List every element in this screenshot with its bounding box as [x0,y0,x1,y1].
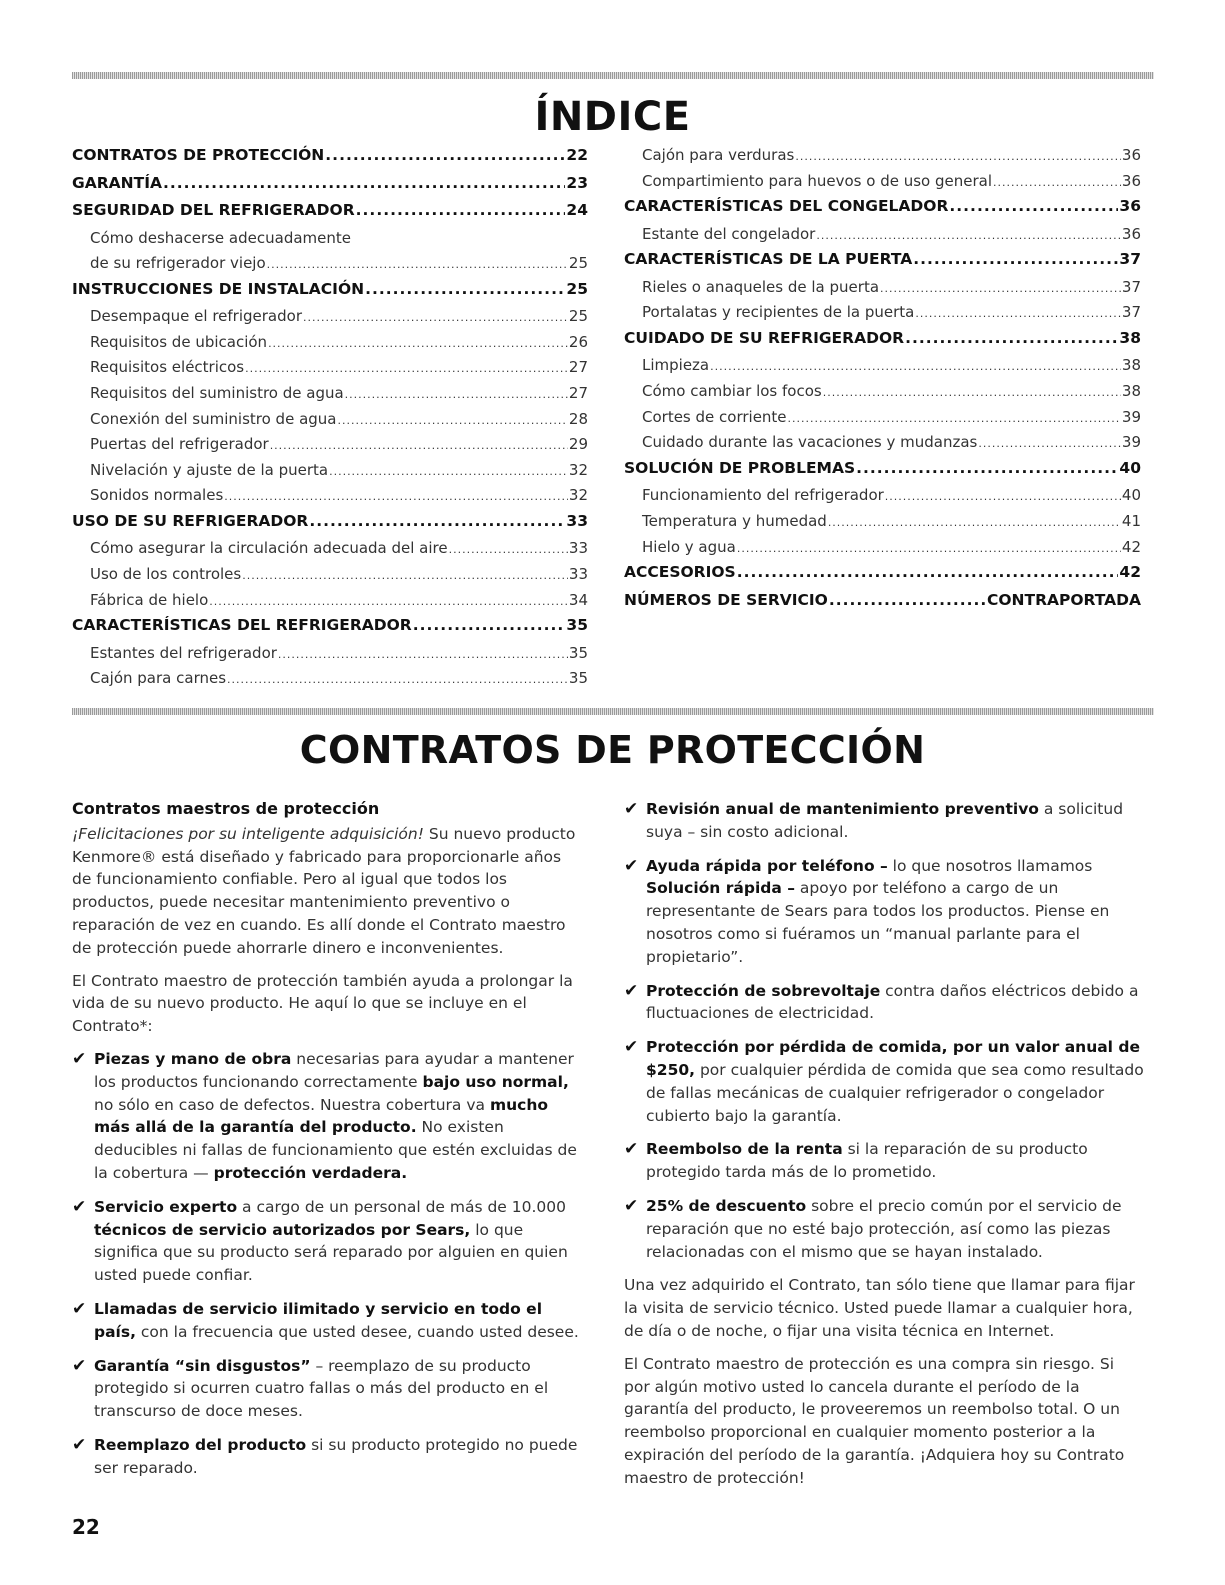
toc-entry-label: CARACTERÍSTICAS DE LA PUERTA [624,250,913,269]
contracts-subheading: Contratos maestros de protección [72,799,380,818]
toc-entry-label: CARACTERÍSTICAS DEL REFRIGERADOR [72,616,412,635]
toc-entry-label: Requisitos eléctricos [90,358,245,377]
toc-subsection-entry [72,644,588,670]
toc-subsection-entry [72,384,588,410]
contracts-right-column [624,798,1144,1500]
toc-section-entry [72,146,588,174]
toc-section-entry [624,197,1141,225]
benefit-plain-text: si la reparación de su producto protegido tarda más de lo prometido. [646,1140,1088,1182]
benefit-bold-text: Protección por pérdida de comida, por un valor anual de $250, [646,1038,1141,1079]
toc-entry-page: 24 [566,201,588,219]
benefit-plain-text: contra daños eléctricos debido a fluctuaciones de electricidad. [646,981,1139,1023]
benefit-item [72,1196,584,1287]
benefit-plain-text: si su producto protegido no puede ser reparado. [94,1435,578,1477]
toc-entry-label: Uso de los controles [90,565,242,584]
toc-section-entry [624,591,1141,619]
toc-entry-label: ACCESORIOS [624,563,736,582]
toc-section-entry [72,201,588,229]
toc-leader-dots [856,459,1118,477]
toc-entry-label: Cuidado durante las vacaciones y mudanzas [642,433,978,452]
toc-entry-label: Cajón para carnes [90,669,227,688]
toc-leader-dots [270,439,568,452]
toc-entry-label: INSTRUCCIONES DE INSTALACIÓN [72,279,365,298]
toc-entry-page: 25 [568,254,588,273]
benefit-plain-text: sobre el precio común por el servicio de reparación que no esté bajo protección, así como las piezas relacionadas con el mismo que se hayan instalado. [646,1196,1122,1261]
toc-section-entry [72,616,588,644]
toc-section-entry [72,174,588,202]
toc-entry-label: Nivelación y ajuste de la puerta [90,460,329,479]
toc-entry-page: 34 [568,590,588,609]
toc-entry-label: Estante del congelador [642,224,816,243]
toc-leader-dots [823,386,1121,399]
toc-entry-label: SOLUCIÓN DE PROBLEMAS [624,458,856,477]
toc-entry-page: 22 [566,146,588,164]
toc-subsection-entry [624,356,1141,382]
toc-leader-dots [788,412,1121,425]
toc-leader-dots [242,569,568,582]
toc-subsection-entry [72,461,588,487]
toc-leader-dots [227,673,568,686]
toc-entry-label: Hielo y agua [642,537,736,556]
toc-entry-page: 32 [568,460,588,479]
toc-leader-dots [828,516,1121,529]
toc-entry-page: 36 [1119,197,1141,216]
toc-section-entry [624,459,1141,487]
index-title: ÍNDICE [534,94,691,140]
toc-subsection-entry [72,669,588,695]
toc-subsection-entry [624,408,1141,434]
checkmark-icon: ✔ [72,1355,87,1376]
benefit-bold-text: Piezas y mano de obra [94,1049,292,1068]
toc-subsection-entry [624,225,1141,251]
benefit-bold-text: Revisión anual de mantenimiento preventivo [646,800,1039,818]
toc-leader-dots [885,490,1121,503]
toc-leader-dots [268,337,568,350]
benefit-text [94,1196,584,1287]
toc-subsection-entry [624,512,1141,538]
toc-leader-dots [737,542,1121,555]
toc-leader-dots [163,174,565,192]
toc-leader-dots [338,414,568,427]
toc-section-entry [72,280,588,308]
toc-entry-page: 23 [566,173,588,192]
toc-leader-dots [303,311,568,324]
toc-entry-label: CUIDADO DE SU REFRIGERADOR [624,328,905,347]
toc-entry-label: SEGURIDAD DEL REFRIGERADOR [72,201,355,219]
toc-entry-label: NÚMEROS DE SERVICIO [624,590,828,609]
toc-entry-label: CARACTERÍSTICAS DEL CONGELADOR [624,197,949,216]
checkmark-icon: ✔ [624,855,639,876]
toc-subsection-entry [624,278,1141,304]
contract-visit-paragraph: Una vez adquirido el Contrato, tan sólo tiene que llamar para fijar la visita de servicio técnico. Usted puede llamar a cualquier hora, de día o de noche, o fijar una visita técnica en Internet. [624,1276,1135,1340]
benefit-bold-text: 25% de descuento [646,1196,807,1215]
toc-entry-page: 36 [1121,224,1141,243]
checkmark-icon: ✔ [72,1298,87,1319]
toc-entry-label: Temperatura y humedad [642,511,827,530]
toc-entry-page: 27 [568,383,588,402]
checkmark-icon: ✔ [624,1139,639,1160]
benefit-item [624,980,1144,1026]
benefit-item [72,1434,584,1480]
toc-entry-label: Compartimiento para huevos o de uso general [642,171,992,190]
toc-entry-page: 32 [568,486,588,505]
benefit-item [72,1048,584,1185]
toc-leader-dots [829,591,986,609]
benefit-plain-text: apoyo por teléfono a cargo de un representante de Sears para todos los productos. Piense en nosotros como si fuéramos un “manual parlante para el propietario”. [646,879,1110,966]
benefit-bold-text: Reembolso de la renta [646,1140,843,1159]
toc-entry-label: Sonidos normales [90,486,224,505]
benefit-bold-text: mucho más allá de la garantía del producto. [94,1095,549,1137]
coverage-paragraph: El Contrato maestro de protección también ayuda a prolongar la vida de su nuevo producto. He aquí lo que se incluye en el Contrato*: [72,971,573,1036]
toc-entry-label: Cajón para verduras [642,146,795,164]
toc-entry-page: 33 [568,539,588,558]
toc-entry-label: Puertas del refrigerador [90,435,269,454]
page-number: 22 [72,1515,100,1539]
checkmark-icon: ✔ [624,980,639,1001]
toc-leader-dots [245,362,568,375]
toc-entry-page: 42 [1119,563,1141,582]
benefit-plain-text: con la frecuencia que usted desee, cuando usted desee. [135,1322,579,1341]
toc-entry-page: 38 [1121,382,1141,401]
benefit-bold-text: Servicio experto [94,1197,238,1216]
benefit-plain-text: necesarias para ayudar a mantener los productos funcionando correctamente [94,1049,574,1091]
toc-entry-label: Fábrica de hielo [90,590,209,609]
benefit-plain-text: a cargo de un personal de más de 10.000 [237,1197,567,1216]
toc-subsection-entry [72,565,588,591]
benefit-text [94,1298,584,1344]
benefit-item [624,798,1144,844]
toc-leader-dots [949,197,1118,215]
toc-subsection-entry [72,307,588,333]
toc-leader-dots [224,490,568,503]
toc-entry-label: CONTRATOS DE PROTECCIÓN [72,146,325,164]
benefit-plain-text: No existen deducibles ni fallas de funcionamiento que estén excluidas de la cobertura — [94,1118,577,1182]
benefit-bold-text: Ayuda rápida por teléfono – [646,856,888,875]
toc-subsection-entry [72,333,588,359]
toc-entry-label: Funcionamiento del refrigerador [642,486,884,505]
intro-italic: ¡Felicitaciones por su inteligente adquisición! [72,824,424,843]
contracts-title: CONTRATOS DE PROTECCIÓN [299,728,926,772]
toc-entry-page: 25 [568,307,588,326]
toc-section-entry [624,250,1141,278]
toc-leader-dots [915,307,1121,320]
toc-leader-dots [329,465,568,478]
toc-leader-dots [267,258,568,271]
toc-section-entry [624,563,1141,591]
benefit-bold-text: Garantía “sin disgustos” [94,1356,311,1375]
toc-entry-page: 37 [1119,250,1141,269]
toc-entry-page: 33 [568,565,588,584]
benefit-text [646,855,1144,969]
toc-entry-label: Cortes de corriente [642,407,787,426]
toc-leader-dots [209,595,568,608]
toc-entry-page: 36 [1121,171,1141,190]
checkmark-icon: ✔ [72,1434,87,1455]
left-benefit-list [72,1048,584,1480]
toc-subsection-entry [72,539,588,565]
toc-leader-dots [309,512,565,530]
benefit-bold-text: bajo uso normal, [422,1072,569,1091]
toc-entry-label: USO DE SU REFRIGERADOR [72,511,309,530]
toc-leader-dots [356,201,566,219]
toc-subsection-entry [72,358,588,384]
checkmark-icon: ✔ [624,1037,639,1058]
toc-entry-label: de su refrigerador viejo [90,254,266,273]
toc-subsection-entry [72,229,588,255]
benefit-item [72,1298,584,1344]
benefit-text [646,1036,1144,1127]
toc-leader-dots [795,150,1121,163]
checkmark-icon: ✔ [72,1196,87,1217]
toc-entry-page: 39 [1121,407,1141,426]
benefit-text [94,1434,584,1480]
toc-entry-page: 36 [1121,146,1141,164]
benefit-plain-text: lo que significa que su producto será reparado por alguien en quien usted puede confiar. [94,1220,568,1285]
checkmark-icon: ✔ [624,1195,639,1216]
toc-leader-dots [278,648,568,661]
toc-entry-page: 42 [1121,537,1141,556]
toc-entry-page: 35 [568,643,588,662]
toc-entry-page: 41 [1121,511,1141,530]
toc-leader-dots [365,280,565,298]
toc-entry-label: Cómo deshacerse adecuadamente [90,228,351,247]
benefit-text [94,1048,584,1185]
toc-subsection-entry [624,538,1141,564]
toc-entry-label: Cómo asegurar la circulación adecuada del aire [90,539,448,558]
benefit-text [646,1195,1144,1263]
toc-entry-page: 33 [566,511,588,530]
middle-divider [72,708,1154,715]
toc-subsection-entry [72,435,588,461]
toc-entry-page: 38 [1119,328,1141,347]
toc-leader-dots [978,437,1121,450]
benefit-plain-text: no sólo en caso de defectos. Nuestra cobertura va [94,1095,490,1114]
toc-entry-label: Desempaque el refrigerador [90,307,302,326]
toc-subsection-entry [72,486,588,512]
intro-rest: Su nuevo producto Kenmore® está diseñado y fabricado para proporcionarle años de funcionamiento confiable. Pero al igual que todos los productos, puede necesitar mantenimiento preventivo o reparación de vez en cuando. Es allí donde el Contrato maestro de protección puede ahorrarle dinero e inconvenientes. [72,824,576,957]
toc-section-entry [624,329,1141,357]
toc-entry-label: Requisitos del suministro de agua [90,383,344,402]
toc-subsection-entry [624,486,1141,512]
toc-entry-page: 27 [568,358,588,377]
toc-subsection-entry [624,382,1141,408]
toc-entry-page: 26 [568,332,588,351]
toc-entry-page: 25 [566,279,588,298]
toc-entry-page: 37 [1121,303,1141,322]
benefit-bold-text: protección verdadera. [213,1163,408,1182]
toc-subsection-entry [72,591,588,617]
toc-entry-label: Requisitos de ubicación [90,332,268,351]
benefit-item [624,855,1144,969]
top-divider [72,72,1154,79]
benefit-plain-text: por cualquier pérdida de comida que sea como resultado de fallas mecánicas de cualquier refrigerador o congelador cubierto bajo la garantía. [646,1060,1144,1125]
toc-entry-page: 35 [566,616,588,635]
toc-entry-label: Portalatas y recipientes de la puerta [642,303,915,322]
toc-leader-dots [913,250,1118,268]
toc-leader-dots [325,146,565,164]
toc-leader-dots [905,329,1118,347]
toc-entry-label: Cómo cambiar los focos [642,382,822,401]
toc-entry-page: 37 [1121,277,1141,296]
intro-paragraph [72,823,584,960]
right-benefit-list [624,798,1144,1263]
benefit-item [624,1036,1144,1127]
checkmark-icon: ✔ [624,799,639,819]
toc-entry-page: 38 [1121,356,1141,375]
toc-leader-dots [880,282,1121,295]
benefit-text [646,1138,1144,1184]
benefit-bold-text: Protección de sobrevoltaje [646,981,881,1000]
toc-left-column [72,146,588,695]
toc-leader-dots [737,563,1119,581]
toc-entry-page: 40 [1121,486,1141,505]
risk-free-paragraph: El Contrato maestro de protección es una compra sin riesgo. Si por algún motivo usted lo cancela durante el período de la garantía del producto, le proveeremos un reembolso total. O un reembolso proporcional en cualquier momento posterior a la expiración del período de la garantía. ¡Adquiera hoy su Contrato maestro de protección! [624,1354,1125,1487]
toc-leader-dots [816,229,1121,242]
benefit-text [646,980,1144,1026]
benefit-item [624,1195,1144,1263]
toc-subsection-entry [624,146,1141,172]
toc-entry-page: 28 [568,409,588,428]
benefit-plain-text: a solicitud suya – sin costo adicional. [646,800,1124,841]
toc-entry-page: 35 [568,669,588,688]
toc-entry-label: Estantes del refrigerador [90,643,277,662]
toc-subsection-entry [624,303,1141,329]
benefit-bold-text: técnicos de servicio autorizados por Sears, [94,1220,471,1239]
benefit-text [94,1355,584,1423]
toc-entry-label: Conexión del suministro de agua [90,409,337,428]
toc-leader-dots [710,360,1121,373]
benefit-bold-text: Reemplazo del producto [94,1435,307,1454]
toc-subsection-entry [72,254,588,280]
toc-entry-label: Limpieza [642,356,710,375]
contracts-left-column [72,798,584,1491]
toc-leader-dots [449,543,568,556]
toc-entry-label: GARANTÍA [72,173,162,192]
toc-subsection-entry [624,433,1141,459]
toc-entry-page: 40 [1119,458,1141,477]
benefit-bold-text: Llamadas de servicio ilimitado y servicio en todo el país, [94,1299,543,1341]
toc-subsection-entry [72,410,588,436]
benefit-item [72,1355,584,1423]
benefit-plain-text: lo que nosotros llamamos [887,856,1093,875]
toc-entry-label: Rieles o anaqueles de la puerta [642,277,880,296]
toc-entry-page: 39 [1121,433,1141,452]
benefit-plain-text: – reemplazo de su producto protegido si ocurren cuatro fallas o más del producto en el transcurso de doce meses. [94,1356,549,1421]
toc-leader-dots [413,616,566,634]
toc-leader-dots [993,176,1121,189]
toc-entry-page: 29 [568,435,588,454]
toc-entry-page: CONTRAPORTADA [986,590,1141,609]
benefit-item [624,1138,1144,1184]
benefit-bold-text: Solución rápida – [646,879,795,898]
toc-right-column [624,146,1141,618]
toc-subsection-entry [624,172,1141,198]
toc-section-entry [72,512,588,540]
toc-leader-dots [345,388,568,401]
benefit-text [646,798,1144,844]
checkmark-icon: ✔ [72,1048,87,1069]
